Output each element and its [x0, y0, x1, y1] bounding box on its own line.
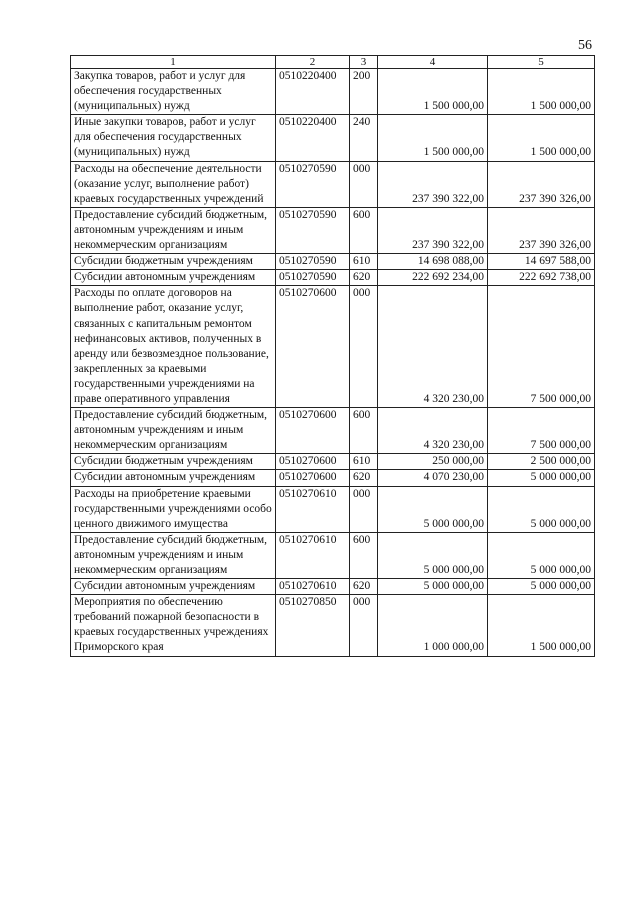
row-amount-2: 1 500 000,00: [488, 115, 595, 161]
row-amount-1: 5 000 000,00: [378, 532, 488, 578]
row-code: 0510270590: [276, 270, 350, 286]
row-kind: 200: [350, 69, 378, 115]
row-code: 0510270850: [276, 595, 350, 656]
row-name: Субсидии бюджетным учреждениям: [71, 254, 276, 270]
row-name: Иные закупки товаров, работ и услуг для обеспечения государственных (муниципальных) нужд: [71, 115, 276, 161]
column-header: 5: [488, 56, 595, 69]
row-amount-1: 237 390 322,00: [378, 161, 488, 207]
row-amount-2: 237 390 326,00: [488, 207, 595, 253]
column-header: 1: [71, 56, 276, 69]
row-kind: 620: [350, 270, 378, 286]
row-amount-1: 222 692 234,00: [378, 270, 488, 286]
table-row: [71, 532, 595, 578]
row-amount-2: 5 000 000,00: [488, 470, 595, 486]
row-kind: 240: [350, 115, 378, 161]
row-amount-2: 2 500 000,00: [488, 454, 595, 470]
row-code: 0510270610: [276, 579, 350, 595]
row-amount-1: 14 698 088,00: [378, 254, 488, 270]
table-row: [71, 286, 595, 408]
row-kind: 610: [350, 454, 378, 470]
row-amount-2: 237 390 326,00: [488, 161, 595, 207]
row-amount-2: 5 000 000,00: [488, 486, 595, 532]
row-kind: 600: [350, 532, 378, 578]
row-code: 0510270600: [276, 286, 350, 408]
table-row: [71, 486, 595, 532]
row-name: Мероприятия по обеспечению требований пожарной безопасности в краевых государственных учреждениях Приморского края: [71, 595, 276, 656]
table-row: [71, 470, 595, 486]
row-amount-2: 7 500 000,00: [488, 408, 595, 454]
table-row: [71, 161, 595, 207]
row-code: 0510270590: [276, 254, 350, 270]
row-amount-2: 222 692 738,00: [488, 270, 595, 286]
row-name: Расходы по оплате договоров на выполнение работ, оказание услуг, связанных с капитальным ремонтом нефинансовых активов, полученных в аренду или безвозмездное пользование, закрепленных за краевыми государственными учреждениями на праве оперативного управления: [71, 286, 276, 408]
row-amount-2: 5 000 000,00: [488, 579, 595, 595]
row-amount-2: 1 500 000,00: [488, 595, 595, 656]
table-row: [71, 270, 595, 286]
row-code: 0510270600: [276, 408, 350, 454]
row-name: Субсидии автономным учреждениям: [71, 470, 276, 486]
row-name: Закупка товаров, работ и услуг для обеспечения государственных (муниципальных) нужд: [71, 69, 276, 115]
row-name: Предоставление субсидий бюджетным, автономным учреждениям и иным некоммерческим организациям: [71, 408, 276, 454]
table-row: [71, 454, 595, 470]
row-amount-1: 4 070 230,00: [378, 470, 488, 486]
row-amount-2: 14 697 588,00: [488, 254, 595, 270]
row-name: Предоставление субсидий бюджетным, автономным учреждениям и иным некоммерческим организациям: [71, 532, 276, 578]
row-code: 0510270590: [276, 207, 350, 253]
table-row: [71, 115, 595, 161]
table-row: [71, 254, 595, 270]
row-amount-1: 250 000,00: [378, 454, 488, 470]
row-amount-2: 7 500 000,00: [488, 286, 595, 408]
row-amount-1: 4 320 230,00: [378, 408, 488, 454]
row-amount-1: 4 320 230,00: [378, 286, 488, 408]
budget-table: [70, 55, 595, 657]
row-amount-1: 5 000 000,00: [378, 579, 488, 595]
page-number: 56: [578, 38, 592, 53]
table-row: [71, 408, 595, 454]
table-row: [71, 207, 595, 253]
row-kind: 000: [350, 486, 378, 532]
row-kind: 000: [350, 286, 378, 408]
row-name: Предоставление субсидий бюджетным, автономным учреждениям и иным некоммерческим организациям: [71, 207, 276, 253]
row-amount-1: 1 500 000,00: [378, 69, 488, 115]
row-code: 0510270610: [276, 486, 350, 532]
row-kind: 000: [350, 595, 378, 656]
row-amount-1: 1 500 000,00: [378, 115, 488, 161]
row-kind: 620: [350, 470, 378, 486]
row-name: Субсидии автономным учреждениям: [71, 270, 276, 286]
row-code: 0510270610: [276, 532, 350, 578]
table-row: [71, 595, 595, 656]
row-amount-1: 237 390 322,00: [378, 207, 488, 253]
row-amount-2: 5 000 000,00: [488, 532, 595, 578]
column-header: 4: [378, 56, 488, 69]
row-amount-1: 5 000 000,00: [378, 486, 488, 532]
row-amount-1: 1 000 000,00: [378, 595, 488, 656]
row-code: 0510220400: [276, 69, 350, 115]
row-kind: 620: [350, 579, 378, 595]
table-row: [71, 69, 595, 115]
row-code: 0510270600: [276, 454, 350, 470]
row-code: 0510270590: [276, 161, 350, 207]
row-name: Субсидии автономным учреждениям: [71, 579, 276, 595]
row-code: 0510220400: [276, 115, 350, 161]
table-row: [71, 579, 595, 595]
row-name: Субсидии бюджетным учреждениям: [71, 454, 276, 470]
table-header-row: [71, 56, 595, 69]
row-amount-2: 1 500 000,00: [488, 69, 595, 115]
row-name: Расходы на приобретение краевыми государственными учреждениями особо ценного движимого имущества: [71, 486, 276, 532]
row-kind: 000: [350, 161, 378, 207]
column-header: 2: [276, 56, 350, 69]
row-kind: 610: [350, 254, 378, 270]
row-kind: 600: [350, 408, 378, 454]
row-kind: 600: [350, 207, 378, 253]
column-header: 3: [350, 56, 378, 69]
row-code: 0510270600: [276, 470, 350, 486]
row-name: Расходы на обеспечение деятельности (оказание услуг, выполнение работ) краевых государственных учреждений: [71, 161, 276, 207]
